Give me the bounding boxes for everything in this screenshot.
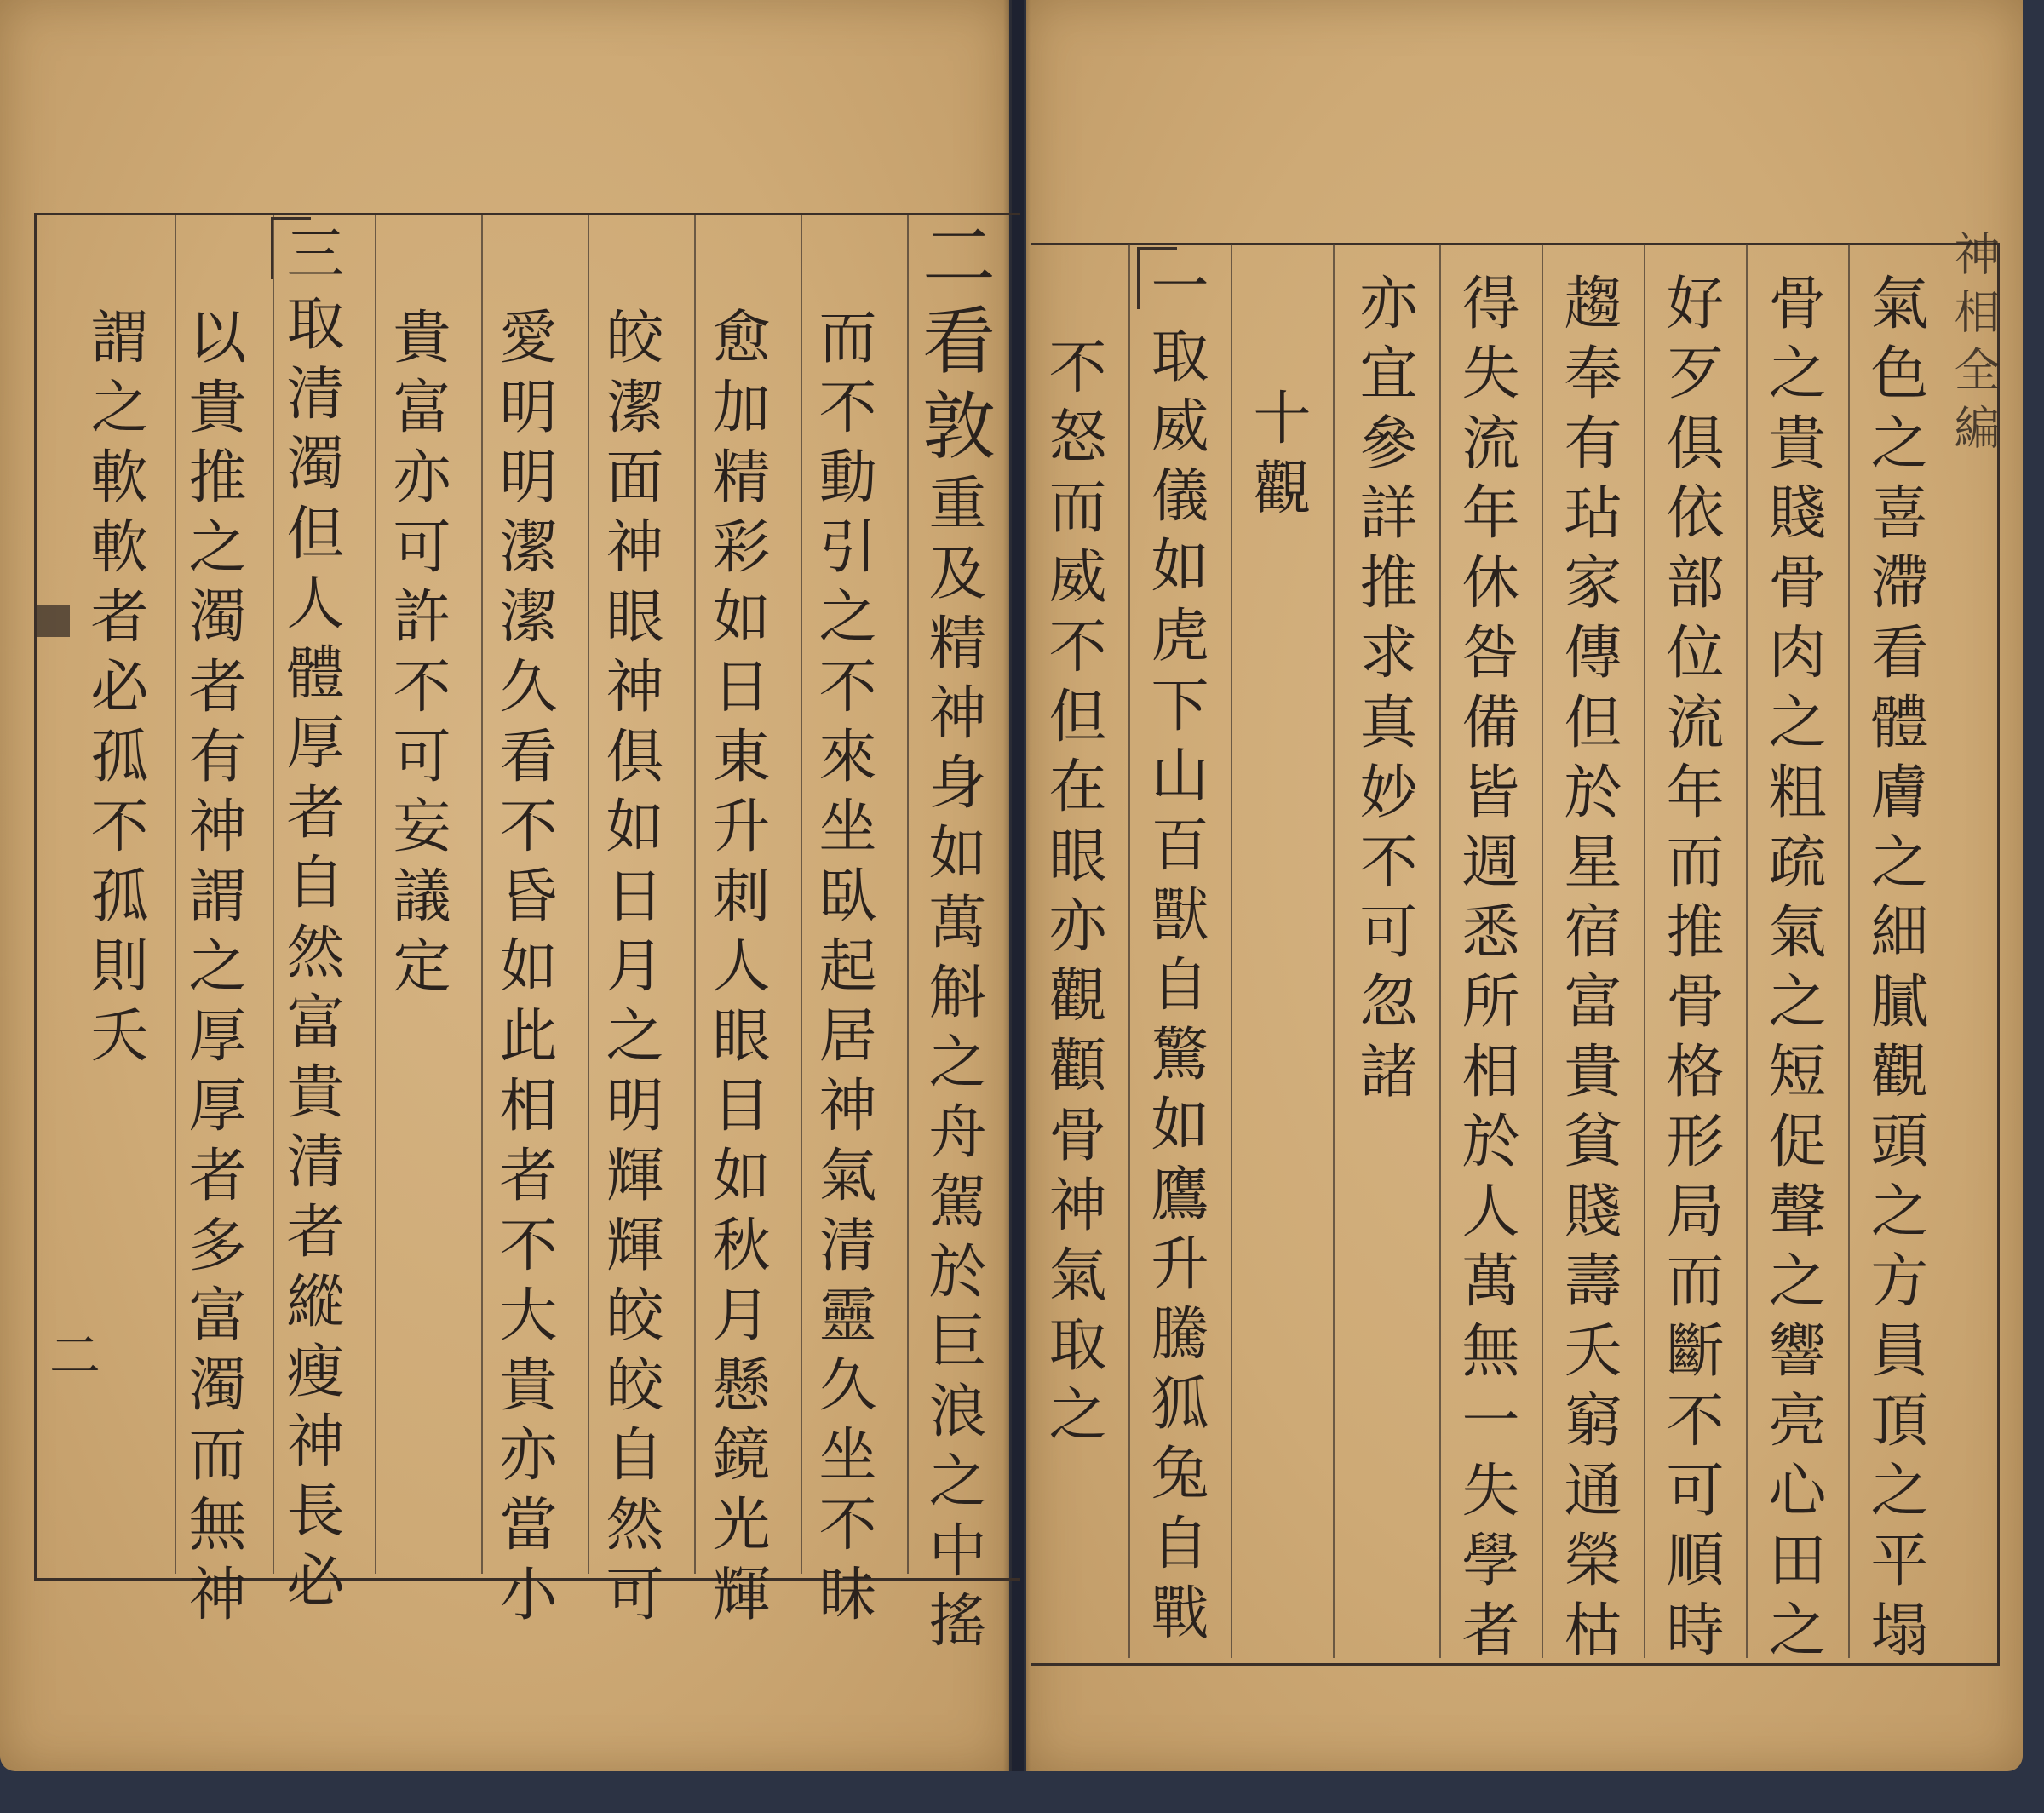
text-column: 謂之軟軟者必孤不孤則夭	[81, 307, 148, 1075]
column-rule	[481, 215, 483, 1574]
column-text: 取清濁但人體厚者自然富貴清者縱瘦神長必	[277, 293, 344, 1620]
text-column	[1141, 255, 1209, 1652]
fishtail-mark	[37, 605, 70, 637]
column-rule	[694, 215, 696, 1574]
page-number: 二	[41, 1328, 100, 1380]
column-rule	[588, 215, 589, 1574]
text-column: 貴富亦可許不可妄議定	[383, 307, 451, 1005]
text-column: 氣色之喜滯看體膚之細膩觀頭之方員頂之平塌	[1861, 273, 1928, 1669]
text-column: 骨之貴賤骨肉之粗疏氣之短促聲之響亮心田之	[1759, 273, 1826, 1669]
column-rule	[1746, 244, 1748, 1658]
text-column	[277, 223, 344, 1620]
column-rule	[1128, 244, 1130, 1658]
text-column: 趨奉有玷家傳但於星宿富貴貧賤壽夭窮通榮枯	[1554, 273, 1622, 1669]
text-column: 得失流年休咎備皆週悉所相於人萬無一失學者	[1452, 273, 1519, 1669]
text-column: 愈加精彩如日東升刺人眼目如秋月懸鏡光輝	[703, 307, 770, 1633]
section-number: 三	[277, 223, 344, 293]
column-rule	[1439, 244, 1441, 1658]
text-column: 亦宜參詳推求真妙不可忽諸	[1350, 273, 1417, 1110]
column-text: 取威儀如虎下山百獸自驚如鷹升騰狐兔自戰	[1141, 325, 1209, 1652]
column-rule	[1231, 244, 1232, 1658]
text-column	[910, 217, 995, 1660]
section-number: 一	[1141, 255, 1209, 325]
column-rule	[1644, 244, 1645, 1658]
text-column: 以貴推之濁者有神謂之厚厚者多富濁而無神	[179, 307, 246, 1633]
column-rule	[1848, 244, 1850, 1658]
column-rule	[801, 215, 802, 1574]
column-rule	[907, 215, 909, 1574]
column-rule	[375, 215, 376, 1574]
column-rule	[273, 215, 274, 1574]
column-text: 重及精神身如萬斛之舟駕於巨浪之中搖	[919, 473, 986, 1660]
column-rule	[1333, 244, 1335, 1658]
text-column: 皎潔面神眼神俱如日月之明輝輝皎皎自然可	[596, 307, 663, 1633]
text-column: 不怒而威不但在眼亦觀顴骨神氣取之	[1039, 336, 1106, 1454]
text-column: 愛明明潔潔久看不昏如此相者不大貴亦當小	[490, 307, 557, 1633]
margin-title: 神相全編	[1947, 230, 2001, 462]
column-rule	[1542, 244, 1543, 1658]
section-title: 十觀	[1243, 387, 1311, 527]
section-heading: 二看敦	[910, 217, 995, 473]
text-column: 好歹俱依部位流年而推骨格形局而斷不可順時	[1656, 273, 1724, 1669]
column-rule	[175, 215, 176, 1574]
text-column: 而不動引之不來坐臥起居神氣清靈久坐不昧	[809, 307, 876, 1633]
